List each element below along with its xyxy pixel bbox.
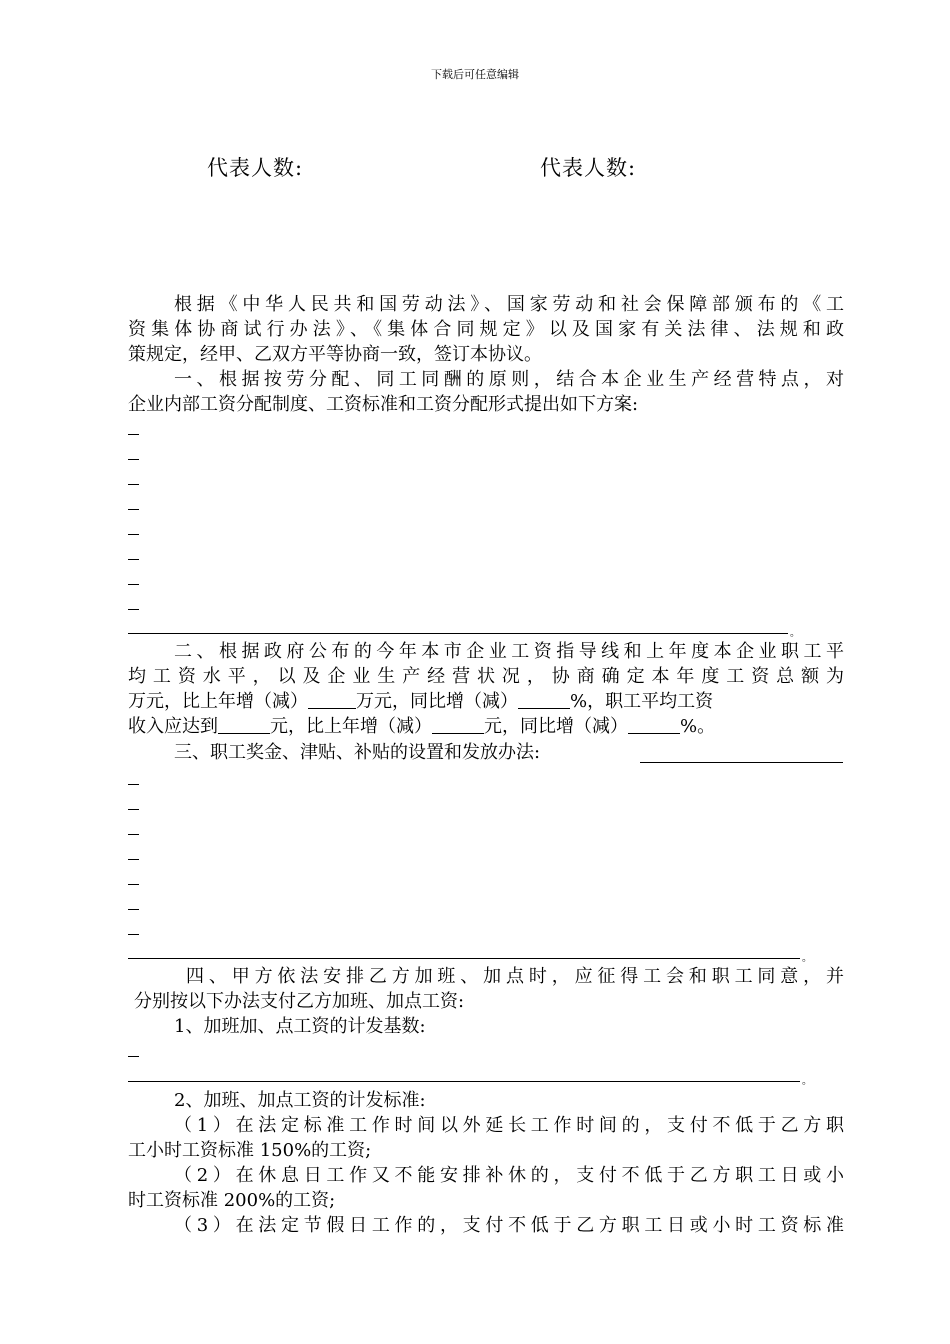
text-segment: %。: [680, 716, 716, 737]
page-header-note: 下载后可任意编辑: [431, 68, 519, 81]
fill-in-line: [128, 1081, 800, 1082]
end-mark: 。: [802, 953, 812, 964]
text-segment: 万元，同比增（减）: [356, 691, 518, 712]
income-increase-blank[interactable]: [432, 715, 484, 734]
text-segment: 收入应达到: [128, 716, 218, 737]
blank-line-dash: [128, 834, 139, 835]
section1-line-2: 企业内部工资分配制度、工资标准和工资分配形式提出如下方案:: [128, 394, 639, 415]
blank-line-dash: [128, 434, 139, 435]
section2-line-2: 均工资水平，以及企业生产经营状况，协商确定本年度工资总额为: [128, 666, 844, 687]
section2-line-1: 二、根据政府公布的今年本市企业工资指导线和上年度本企业职工平: [174, 641, 844, 662]
blank-line-dash: [128, 784, 139, 785]
representatives-count-left: 代表人数:: [207, 156, 304, 180]
section4-line-2: 分别按以下办法支付乙方加班、加点工资:: [134, 991, 465, 1012]
blank-line-dash: [128, 1056, 139, 1057]
text-segment: 万元，比上年增（减）: [128, 691, 308, 712]
section4-sub1-line-2: 工小时工资标准 150%的工资;: [128, 1140, 372, 1161]
intro-line-3: 策规定，经甲、乙双方平等协商一致，签订本协议。: [128, 344, 542, 365]
intro-line-2: 资集体协商试行办法》、《集体合同规定》以及国家有关法律、法规和政: [128, 319, 844, 340]
section4-item-2: 2、加班、加点工资的计发标准:: [174, 1090, 426, 1111]
section2-line-4: [128, 715, 715, 739]
fill-in-line: [128, 958, 800, 959]
blank-line-dash: [128, 859, 139, 860]
representatives-count-right: 代表人数:: [540, 156, 637, 180]
blank-line-dash: [128, 584, 139, 585]
blank-line-dash: [128, 884, 139, 885]
section4-sub2-line-2: 时工资标准 200%的工资;: [128, 1190, 336, 1211]
end-mark: 。: [790, 628, 800, 639]
text-segment: %，职工平均工资: [570, 691, 714, 712]
end-mark: 。: [802, 1076, 812, 1087]
blank-line-dash: [128, 934, 139, 935]
increase-percent-blank[interactable]: [518, 690, 570, 709]
blank-line-dash: [128, 459, 139, 460]
income-percent-blank[interactable]: [628, 715, 680, 734]
fill-in-line[interactable]: [640, 762, 843, 763]
section4-sub1-line-1: （1）在法定标准工作时间以外延长工作时间的，支付不低于乙方职: [174, 1115, 844, 1136]
text-segment: 元，比上年增（减）: [270, 716, 432, 737]
section1-line-1: 一、根据按劳分配、同工同酬的原则，结合本企业生产经营特点，对: [174, 369, 844, 390]
section4-item-1: 1、加班加、点工资的计发基数:: [174, 1016, 426, 1037]
section4-sub3-line-1: （3）在法定节假日工作的，支付不低于乙方职工日或小时工资标准: [174, 1215, 844, 1236]
section4-sub2-line-1: （2）在休息日工作又不能安排补休的，支付不低于乙方职工日或小: [174, 1165, 844, 1186]
blank-line-dash: [128, 509, 139, 510]
section2-line-3: [128, 690, 713, 714]
section3-line-1: 三、职工奖金、津贴、补贴的设置和发放办法:: [174, 742, 541, 763]
section4-line-1: 四、甲方依法安排乙方加班、加点时，应征得工会和职工同意，并: [186, 966, 844, 987]
average-income-blank[interactable]: [218, 715, 270, 734]
blank-line-dash: [128, 559, 139, 560]
blank-line-dash: [128, 484, 139, 485]
intro-line-1: 根据《中华人民共和国劳动法》、国家劳动和社会保障部颁布的《工: [174, 294, 844, 315]
fill-in-line: [128, 633, 788, 634]
blank-line-dash: [128, 534, 139, 535]
text-segment: 元，同比增（减）: [484, 716, 628, 737]
blank-line-dash: [128, 909, 139, 910]
blank-line-dash: [128, 609, 139, 610]
blank-line-dash: [128, 809, 139, 810]
increase-amount-blank[interactable]: [308, 690, 356, 709]
